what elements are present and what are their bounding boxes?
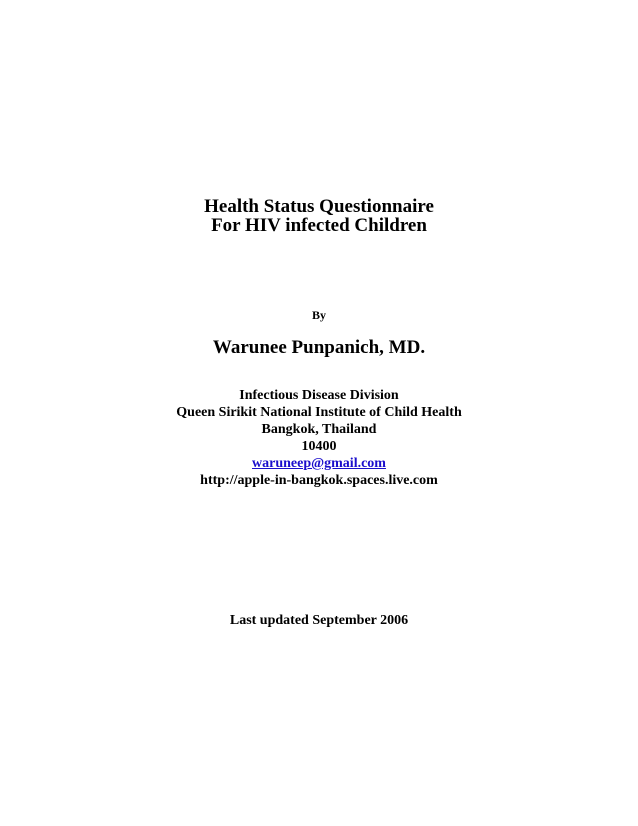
by-label: By xyxy=(311,308,326,322)
document-title-line-2: For HIV infected Children xyxy=(211,215,427,236)
author-name: Warunee Punpanich, MD. xyxy=(212,337,426,358)
website-url: http://apple-in-bangkok.spaces.live.com xyxy=(200,473,438,488)
email-link[interactable]: waruneep@gmail.com xyxy=(252,456,386,471)
affiliation-city: Bangkok, Thailand xyxy=(261,422,377,437)
affiliation-institute: Queen Sirikit National Institute of Child Health xyxy=(176,405,462,420)
affiliation-postal-code: 10400 xyxy=(301,439,337,454)
email-line xyxy=(0,456,638,472)
document-title-line-1: Health Status Questionnaire xyxy=(204,196,434,217)
last-updated: Last updated September 2006 xyxy=(229,613,409,628)
affiliation-division: Infectious Disease Division xyxy=(239,388,399,403)
